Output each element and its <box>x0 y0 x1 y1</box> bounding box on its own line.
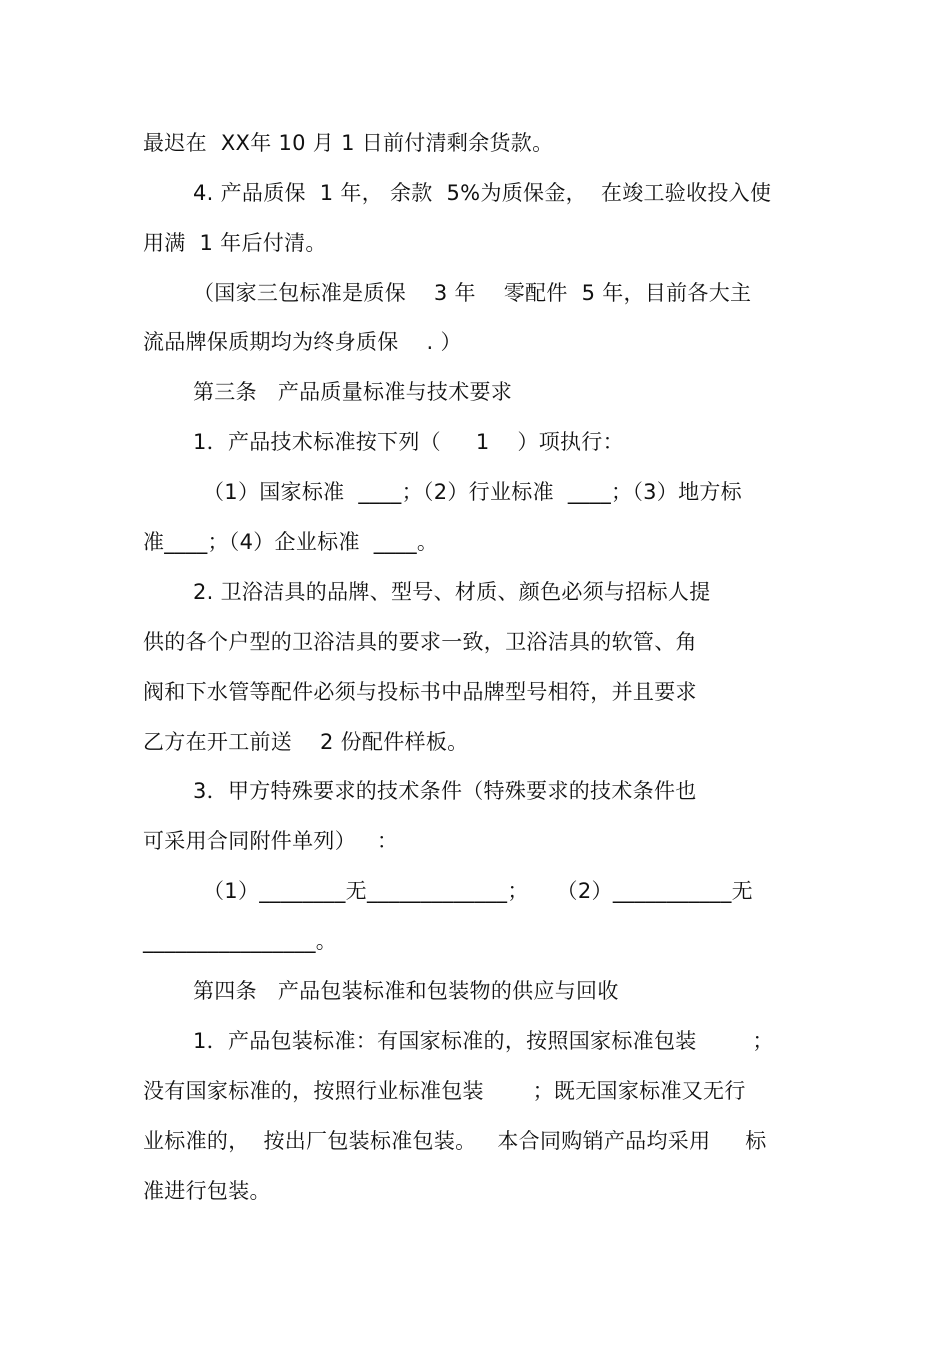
text-line-21: 业标准的， 按出厂包装标准包装。 本合同购销产品均采用 标 <box>143 1129 767 1153</box>
text-line-14: 3．甲方特殊要求的技术条件（特殊要求的技术条件也 <box>193 779 697 803</box>
section-heading-4: 第四条 产品包装标准和包装物的供应与回收 <box>193 979 619 1003</box>
text-line-13: 乙方在开工前送 2 份配件样板。 <box>143 730 469 754</box>
text-line-12: 阀和下水管等配件必须与投标书中品牌型号相符，并且要求 <box>143 680 697 704</box>
text-line-20: 没有国家标准的，按照行业标准包装 ；既无国家标准又无行 <box>143 1079 746 1103</box>
text-line-1: 最迟在 XX年 10 月 1 日前付清剩余货款。 <box>143 131 554 155</box>
text-line-5: 流品牌保质期均为终身质保 . ） <box>143 330 462 354</box>
text-line-16: （1）________无_____________； （2）___________无 <box>203 879 753 903</box>
text-line-22: 准进行包装。 <box>143 1179 271 1203</box>
text-line-2: 4. 产品质保 1 年， 余款 5%为质保金， 在竣工验收投入使 <box>193 181 772 205</box>
text-line-10: 2. 卫浴洁具的品牌、型号、材质、颜色必须与招标人提 <box>193 580 711 604</box>
text-line-11: 供的各个户型的卫浴洁具的要求一致，卫浴洁具的软管、角 <box>143 630 697 654</box>
text-line-7: 1．产品技术标准按下列（ 1 ）项执行： <box>193 430 624 454</box>
text-line-3: 用满 1 年后付清。 <box>143 231 327 255</box>
text-line-9: 准____；（4）企业标准 ____。 <box>143 530 439 554</box>
section-heading-3: 第三条 产品质量标准与技术要求 <box>193 380 513 404</box>
text-line-8: （1）国家标准 ____；（2）行业标准 ____；（3）地方标 <box>203 480 742 504</box>
text-line-4: （国家三包标准是质保 3 年 零配件 5 年，目前各大主 <box>193 281 752 305</box>
text-line-19: 1．产品包装标准：有国家标准的，按照国家标准包装 ； <box>193 1029 774 1053</box>
text-line-17: ________________。 <box>143 929 338 953</box>
text-line-15: 可采用合同附件单列） ： <box>143 829 399 853</box>
